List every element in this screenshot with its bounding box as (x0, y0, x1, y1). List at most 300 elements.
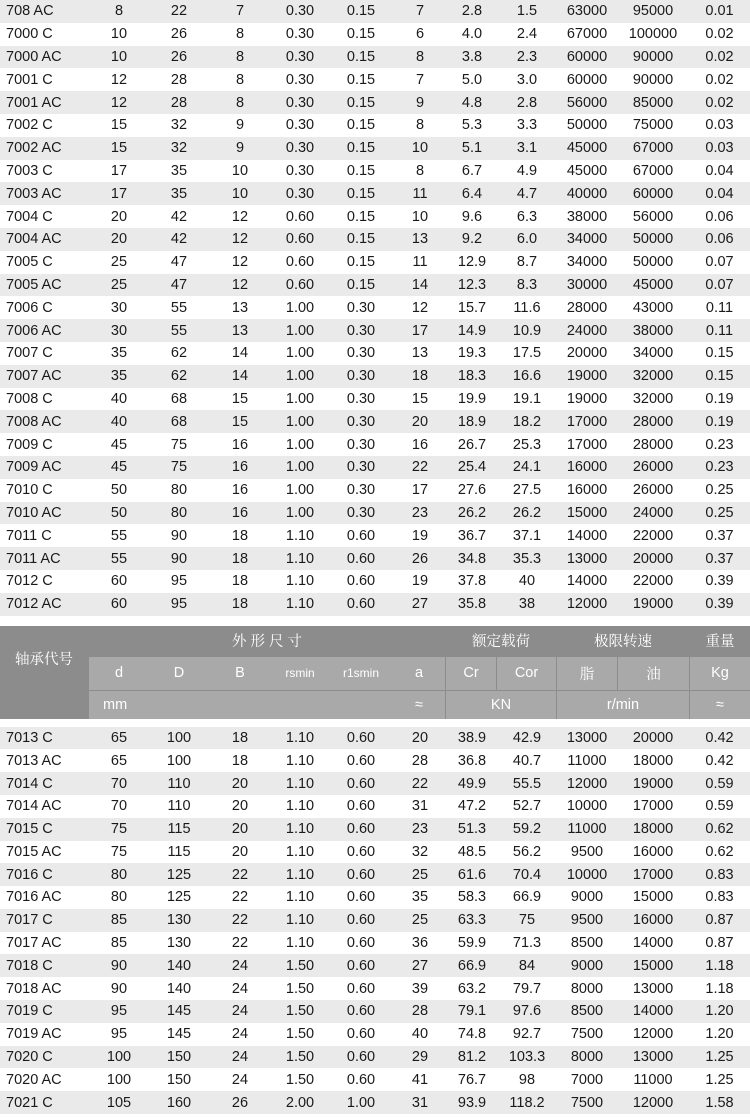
table-cell: 25 (110, 254, 128, 271)
table-row (0, 863, 750, 886)
table-cell: 0.60 (346, 889, 376, 906)
table-cell: 27.5 (512, 482, 542, 499)
table-cell: 1.25 (705, 1071, 734, 1088)
table-cell: 16000 (557, 456, 617, 479)
table-cell: 0.15 (329, 228, 393, 251)
table-row (0, 342, 750, 365)
table-cell: 63.3 (447, 909, 497, 932)
table-cell: 43000 (632, 299, 674, 316)
table-cell: 145 (149, 1000, 209, 1023)
table-cell: 0.60 (271, 228, 329, 251)
table-cell: 10 (393, 137, 447, 160)
table-cell: 150 (149, 1046, 209, 1069)
table-cell: 10000 (557, 863, 617, 886)
table-cell: 8 (209, 46, 271, 69)
table-cell: 12000 (557, 772, 617, 795)
table-cell: 0.15 (346, 26, 376, 43)
table-cell: 9000 (570, 889, 604, 906)
table-cell: 115 (149, 818, 209, 841)
table-cell: 16 (209, 456, 271, 479)
table-cell: 0.02 (705, 26, 734, 43)
table-cell: 15 (209, 410, 271, 433)
table-cell: 0.60 (346, 527, 376, 544)
table-cell: 0.60 (329, 863, 393, 886)
table-cell: 34000 (566, 254, 608, 271)
table-cell: 7500 (570, 1026, 604, 1043)
table-cell: 19000 (557, 365, 617, 388)
table-cell: 12.9 (457, 254, 487, 271)
table-cell: 35.8 (447, 593, 497, 616)
table-cell: 0.04 (705, 162, 734, 179)
table-cell: 1.00 (271, 365, 329, 388)
table-cell: 35 (89, 365, 149, 388)
table-cell: 95 (89, 1000, 149, 1023)
table-cell: 60 (110, 573, 128, 590)
table-cell: 24 (209, 1000, 271, 1023)
table-cell: 0.03 (705, 117, 734, 134)
table-cell: 8 (89, 0, 149, 23)
table-cell: 1.00 (271, 319, 329, 342)
table-cell: 62 (149, 365, 209, 388)
table-cell: 80 (110, 889, 128, 906)
table-header (0, 626, 750, 719)
table-cell: 9 (209, 137, 271, 160)
table-cell: 38.9 (447, 727, 497, 750)
bearing-code-cell: 7000 AC (0, 46, 89, 69)
table-cell: 2.00 (271, 1091, 329, 1114)
table-cell: 0.01 (689, 0, 750, 23)
table-cell: 0.59 (705, 798, 734, 815)
table-cell: 35.3 (497, 547, 557, 570)
table-cell: 1.10 (285, 935, 315, 952)
table-cell: 0.19 (705, 390, 734, 407)
bearing-code-cell: 7007 AC (0, 365, 89, 388)
table-cell: 38000 (566, 208, 608, 225)
table-cell: 10.9 (497, 319, 557, 342)
table-cell: 8500 (570, 935, 604, 952)
table-cell: 18.2 (497, 410, 557, 433)
table-cell: 15000 (617, 954, 689, 977)
bearing-code-cell: 7020 C (0, 1046, 89, 1069)
table-cell: 28 (411, 752, 429, 769)
table-cell: 25.4 (447, 456, 497, 479)
table-cell: 2.3 (497, 46, 557, 69)
spec-table-bottom (0, 727, 750, 1115)
unit-rpm: r/min (557, 691, 689, 719)
table-cell: 47 (170, 254, 188, 271)
table-cell: 160 (149, 1091, 209, 1114)
table-cell: 1.50 (271, 954, 329, 977)
col-grease: 脂 (557, 657, 617, 690)
col-cr: Cr (446, 657, 496, 690)
table-cell: 56.2 (512, 843, 542, 860)
table-cell: 10 (89, 46, 149, 69)
table-row (0, 251, 750, 274)
table-cell: 18.9 (447, 410, 497, 433)
table-cell: 0.23 (689, 456, 750, 479)
table-cell: 7 (393, 0, 447, 23)
bearing-code-cell: 7003 AC (0, 182, 89, 205)
table-cell: 0.30 (346, 390, 376, 407)
bearing-code-cell: 7014 C (0, 772, 89, 795)
table-cell: 3.1 (497, 137, 557, 160)
col-B: B (209, 657, 271, 690)
table-cell: 0.60 (329, 772, 393, 795)
table-cell: 28000 (566, 299, 608, 316)
table-row (0, 1023, 750, 1046)
table-cell: 0.30 (346, 345, 376, 362)
table-cell: 14000 (566, 527, 608, 544)
table-cell: 0.15 (346, 117, 376, 134)
table-cell: 1.10 (271, 727, 329, 750)
table-cell: 24.1 (497, 456, 557, 479)
table-cell: 18 (231, 573, 249, 590)
table-cell: 0.30 (271, 182, 329, 205)
table-cell: 1.10 (285, 843, 315, 860)
table-cell: 4.9 (516, 162, 538, 179)
table-cell: 28000 (617, 410, 689, 433)
table-cell: 17000 (557, 410, 617, 433)
table-cell: 70 (110, 798, 128, 815)
bearing-code-cell: 7005 AC (0, 274, 89, 297)
table-cell: 22000 (632, 573, 674, 590)
table-cell: 8 (415, 162, 425, 179)
table-cell: 18.3 (447, 365, 497, 388)
table-cell: 16 (231, 436, 249, 453)
table-cell: 1.10 (271, 593, 329, 616)
bearing-code-cell: 7013 C (0, 727, 89, 750)
table-cell: 11000 (567, 752, 607, 769)
bearing-code-cell: 7011 AC (0, 547, 89, 570)
unit-mm: mm (89, 691, 393, 719)
table-cell: 0.30 (285, 162, 315, 179)
table-cell: 14000 (617, 1000, 689, 1023)
table-cell: 39 (411, 980, 429, 997)
table-row (0, 749, 750, 772)
table-cell: 0.30 (329, 502, 393, 525)
table-cell: 13000 (617, 1046, 689, 1069)
table-cell: 1.50 (285, 980, 315, 997)
table-cell: 32000 (632, 390, 674, 407)
table-cell: 110 (167, 798, 191, 815)
table-cell: 0.25 (689, 502, 750, 525)
bearing-code-cell: 7002 C (6, 117, 53, 134)
table-cell: 45000 (617, 274, 689, 297)
table-cell: 20 (209, 772, 271, 795)
table-row (0, 1046, 750, 1069)
table-cell: 0.30 (329, 365, 393, 388)
bearing-code-cell: 7012 AC (0, 593, 89, 616)
table-cell: 8 (235, 26, 245, 43)
table-cell: 85 (110, 935, 128, 952)
table-cell: 12 (411, 299, 429, 316)
table-cell: 19000 (617, 772, 689, 795)
table-cell: 0.39 (705, 573, 734, 590)
table-cell: 48.5 (457, 843, 487, 860)
table-cell: 30000 (557, 274, 617, 297)
table-cell: 19 (411, 573, 429, 590)
bearing-code-cell: 7018 C (0, 954, 89, 977)
table-cell: 9500 (570, 843, 604, 860)
table-cell: 0.42 (705, 752, 734, 769)
table-cell: 0.15 (329, 274, 393, 297)
table-cell: 103.3 (497, 1046, 557, 1069)
col-D: D (149, 657, 209, 690)
table-cell: 30 (110, 299, 128, 316)
bearing-code-cell: 7020 AC (6, 1071, 62, 1088)
table-cell: 18 (209, 593, 271, 616)
bearing-code-cell: 7017 C (0, 909, 89, 932)
table-row (0, 909, 750, 932)
table-cell: 2.8 (447, 0, 497, 23)
table-row (0, 547, 750, 570)
table-cell: 26 (393, 547, 447, 570)
bearing-code-cell: 7019 C (0, 1000, 89, 1023)
table-cell: 8 (209, 91, 271, 114)
table-cell: 4.0 (461, 26, 483, 43)
table-cell: 14000 (566, 573, 608, 590)
table-cell: 18 (231, 752, 249, 769)
bearing-code-cell: 7002 AC (0, 137, 89, 160)
table-cell: 79.7 (512, 980, 542, 997)
table-row (0, 160, 750, 183)
bearing-code-cell: 7007 C (6, 345, 53, 362)
table-cell: 2.4 (516, 26, 538, 43)
table-cell: 95 (149, 593, 209, 616)
table-cell: 17 (110, 162, 128, 179)
table-cell: 0.83 (689, 863, 750, 886)
table-cell: 7 (209, 0, 271, 23)
table-cell: 35 (110, 345, 128, 362)
header-dimensions: 外 形 尺 寸 (231, 634, 303, 651)
table-cell: 18000 (617, 818, 689, 841)
table-row (0, 319, 750, 342)
table-cell: 0.60 (346, 798, 376, 815)
table-cell: 11000 (557, 818, 617, 841)
col-rsmin: rsmin (271, 657, 329, 690)
table-cell: 0.60 (285, 254, 315, 271)
bearing-code-cell: 7004 AC (0, 228, 89, 251)
table-cell: 13000 (632, 980, 674, 997)
table-cell: 0.60 (329, 1000, 393, 1023)
table-cell: 0.60 (329, 593, 393, 616)
bearing-code-cell: 7001 C (6, 71, 53, 88)
table-cell: 17000 (617, 863, 689, 886)
table-cell: 66.9 (447, 954, 497, 977)
bearing-code-cell: 7006 AC (0, 319, 89, 342)
table-cell: 25.3 (512, 436, 542, 453)
table-cell: 90 (149, 547, 209, 570)
table-cell: 0.30 (329, 410, 393, 433)
table-cell: 13000 (557, 727, 617, 750)
table-cell: 0.60 (346, 752, 376, 769)
table-cell: 18 (209, 547, 271, 570)
table-cell: 1.25 (689, 1046, 750, 1069)
table-cell: 7500 (557, 1091, 617, 1114)
table-cell: 17000 (632, 798, 674, 815)
table-cell: 20 (231, 798, 249, 815)
table-cell: 11.6 (513, 299, 541, 316)
table-cell: 0.60 (346, 1026, 376, 1043)
table-cell: 9.6 (461, 208, 483, 225)
bearing-code-cell: 7021 C (0, 1091, 89, 1114)
table-cell: 37.8 (457, 573, 487, 590)
table-cell: 34000 (632, 345, 674, 362)
table-row (0, 46, 750, 69)
table-cell: 68 (170, 390, 188, 407)
table-row (0, 1068, 750, 1091)
table-cell: 75 (149, 456, 209, 479)
table-cell: 75000 (632, 117, 674, 134)
table-cell: 8 (415, 117, 425, 134)
table-cell: 75 (170, 436, 188, 453)
table-cell: 16000 (632, 843, 674, 860)
table-cell: 59.9 (457, 935, 487, 952)
table-cell: 15000 (557, 502, 617, 525)
table-cell: 13 (411, 345, 429, 362)
table-row (0, 818, 750, 841)
table-cell: 0.30 (271, 137, 329, 160)
table-cell: 140 (166, 980, 192, 997)
table-cell: 150 (166, 1071, 192, 1088)
table-cell: 59.2 (497, 818, 557, 841)
table-cell: 40 (89, 410, 149, 433)
table-cell: 6.4 (447, 182, 497, 205)
table-cell: 0.39 (689, 593, 750, 616)
table-cell: 12 (231, 254, 249, 271)
table-cell: 14 (209, 365, 271, 388)
table-cell: 67000 (632, 162, 674, 179)
bearing-code-cell: 7015 AC (6, 843, 62, 860)
col-a: a (393, 657, 445, 690)
table-cell: 67000 (617, 137, 689, 160)
table-cell: 37.1 (512, 527, 542, 544)
table-cell: 12.3 (447, 274, 497, 297)
table-cell: 0.15 (346, 254, 376, 271)
bearing-code-cell: 7016 C (0, 863, 89, 886)
table-row (0, 502, 750, 525)
table-cell: 14000 (632, 935, 674, 952)
table-cell: 42 (149, 228, 209, 251)
table-cell: 81.2 (447, 1046, 497, 1069)
bearing-code-cell: 7017 AC (6, 935, 62, 952)
table-row (0, 932, 750, 955)
table-cell: 22 (393, 456, 447, 479)
table-cell: 0.30 (271, 91, 329, 114)
table-row (0, 0, 750, 23)
table-cell: 80 (89, 863, 149, 886)
table-cell: 50000 (566, 117, 608, 134)
bearing-code-cell: 7010 C (6, 482, 53, 499)
bearing-code-cell: 7004 C (6, 208, 53, 225)
table-cell: 16 (209, 502, 271, 525)
table-cell: 0.02 (705, 71, 734, 88)
table-row (0, 1091, 750, 1114)
table-cell: 36.8 (457, 752, 487, 769)
table-cell: 0.15 (346, 71, 376, 88)
table-cell: 0.60 (329, 954, 393, 977)
table-cell: 0.15 (689, 365, 750, 388)
table-cell: 20 (393, 410, 447, 433)
table-cell: 0.42 (689, 727, 750, 750)
table-cell: 28 (149, 91, 209, 114)
table-cell: 14.9 (447, 319, 497, 342)
table-cell: 55.5 (497, 772, 557, 795)
table-cell: 67000 (566, 26, 608, 43)
bearing-code-cell: 7001 AC (0, 91, 89, 114)
table-cell: 17 (89, 182, 149, 205)
bearing-code-cell: 7019 AC (6, 1026, 62, 1043)
table-cell: 1.00 (285, 299, 315, 316)
table-cell: 12 (89, 91, 149, 114)
table-cell: 0.23 (705, 436, 734, 453)
table-cell: 45000 (557, 137, 617, 160)
table-cell: 11 (412, 254, 428, 271)
table-cell: 24 (209, 1046, 271, 1069)
table-cell: 7 (415, 71, 425, 88)
table-cell: 23 (393, 502, 447, 525)
table-cell: 66.9 (512, 889, 542, 906)
bearing-code-cell: 7009 AC (0, 456, 89, 479)
table-row (0, 841, 750, 864)
table-cell: 95 (170, 573, 188, 590)
table-cell: 0.15 (329, 91, 393, 114)
table-cell: 16 (231, 482, 249, 499)
table-cell: 0.60 (329, 547, 393, 570)
table-cell: 30 (89, 319, 149, 342)
table-cell: 1.00 (285, 482, 315, 499)
col-cor: Cor (497, 657, 556, 690)
table-cell: 35 (411, 889, 429, 906)
unit-approx-a: ≈ (393, 691, 445, 719)
table-cell: 9500 (557, 909, 617, 932)
table-row (0, 365, 750, 388)
table-cell: 0.60 (346, 573, 376, 590)
table-cell: 17 (411, 482, 429, 499)
table-cell: 8.3 (497, 274, 557, 297)
table-cell: 55 (110, 527, 128, 544)
table-cell: 0.30 (285, 26, 315, 43)
table-cell: 10 (110, 26, 128, 43)
unit-approx-kg: ≈ (690, 691, 750, 719)
table-cell: 90 (170, 527, 188, 544)
table-cell: 6.7 (461, 162, 483, 179)
table-cell: 98 (518, 1071, 536, 1088)
table-cell: 0.30 (285, 117, 315, 134)
table-cell: 0.83 (705, 889, 734, 906)
table-row (0, 114, 750, 137)
table-cell: 26.7 (457, 436, 487, 453)
table-cell: 92.7 (512, 1026, 542, 1043)
table-cell: 56000 (632, 208, 674, 225)
table-cell: 68 (149, 410, 209, 433)
table-cell: 0.15 (329, 46, 393, 69)
table-cell: 1.50 (285, 1071, 315, 1088)
table-cell: 0.60 (329, 1046, 393, 1069)
table-cell: 19.3 (457, 345, 487, 362)
table-cell: 125 (166, 889, 192, 906)
table-cell: 100000 (628, 26, 678, 43)
table-cell: 25 (393, 909, 447, 932)
table-cell: 0.60 (271, 274, 329, 297)
table-cell: 0.60 (329, 727, 393, 750)
table-row (0, 137, 750, 160)
table-cell: 22 (209, 909, 271, 932)
table-cell: 6.0 (497, 228, 557, 251)
table-cell: 16000 (617, 909, 689, 932)
table-cell: 22 (231, 889, 249, 906)
col-d: d (89, 657, 149, 690)
